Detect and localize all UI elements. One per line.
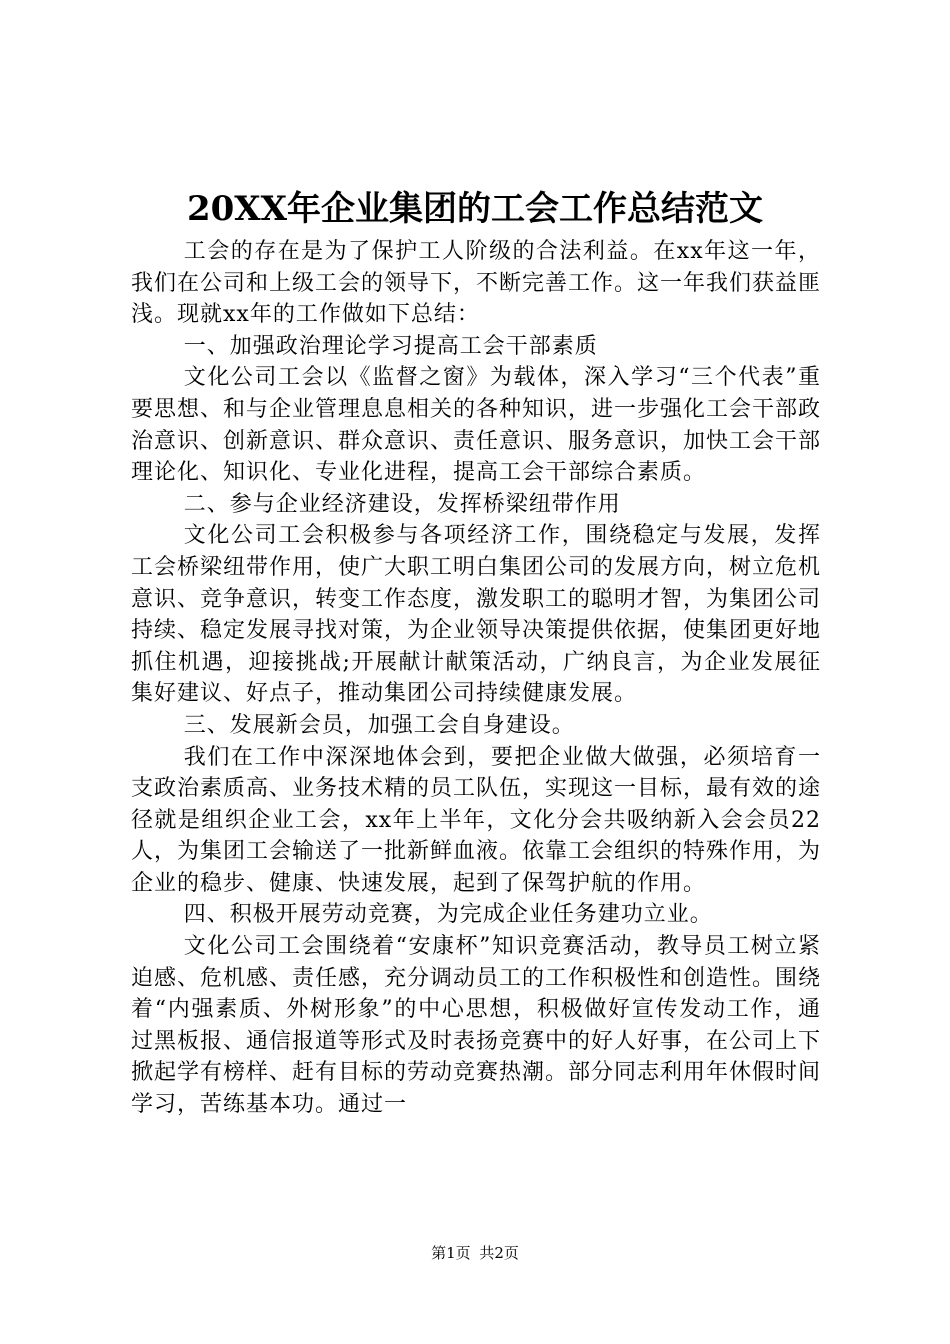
section-body-3: 我们在工作中深深地体会到，要把企业做大做强，必须培育一支政治素质高、业务技术精的员工队伍，实现这一目标，最有效的途径就是组织企业工会，xx年上半年，文化分会共吸纳新入会会员22人，为集团工会输送了一批新鲜血液。依靠工会组织的特殊作用，为企业的稳步、健康、快速发展，起到了保驾护航的作用。 (131, 744, 822, 896)
section-body-1: 文化公司工会以《监督之窗》为载体，深入学习“三个代表”重要思想、和与企业管理息息相关的各种知识，进一步强化工会干部政治意识、创新意识、群众意识、责任意识、服务意识，加快工会干部理论化、知识化、专业化进程，提高工会干部综合素质。 (131, 365, 822, 486)
section-body-2: 文化公司工会积极参与各项经济工作，围绕稳定与发展，发挥工会桥梁纽带作用，使广大职工明白集团公司的发展方向，树立危机意识、竞争意识，转变工作态度，激发职工的聪明才智，为集团公司持续、稳定发展寻找对策，为企业领导决策提供依据，使集团更好地抓住机遇，迎接挑战;开展献计献策活动，广纳良言，为企业发展征集好建议、好点子，推动集团公司持续健康发展。 (131, 523, 822, 707)
section-heading-1: 一、加强政治理论学习提高工会干部素质 (183, 333, 598, 359)
intro-paragraph: 工会的存在是为了保护工人阶级的合法利益。在xx年这一年，我们在公司和上级工会的领导下，不断完善工作。这一年我们获益匪浅。现就xx年的工作做如下总结： (131, 239, 822, 328)
section-heading-2: 二、参与企业经济建设，发挥桥梁纽带作用 (183, 491, 621, 517)
page-footer (0, 1243, 950, 1263)
section-heading-3: 三、发展新会员，加强工会自身建设。 (183, 712, 575, 738)
section-heading-4: 四、积极开展劳动竞赛，为完成企业任务建功立业。 (183, 902, 713, 928)
page-number: 第1页 (431, 1244, 471, 1262)
section-body-4: 文化公司工会围绕着“安康杯”知识竞赛活动，教导员工树立紧迫感、危机感、责任感，充分调动员工的工作积极性和创造性。围绕着“内强素质、外树形象”的中心思想，积极做好宣传发动工作，通过黑板报、通信报道等形式及时表扬竞赛中的好人好事，在公司上下掀起学有榜样、赶有目标的劳动竞赛热潮。部分同志利用年休假时间学习，苦练基本功。通过一 (131, 934, 822, 1118)
page-total: 共2页 (479, 1244, 519, 1262)
document-body (131, 236, 821, 1121)
document-title: 20XX年企业集团的工会工作总结范文 (186, 189, 764, 229)
